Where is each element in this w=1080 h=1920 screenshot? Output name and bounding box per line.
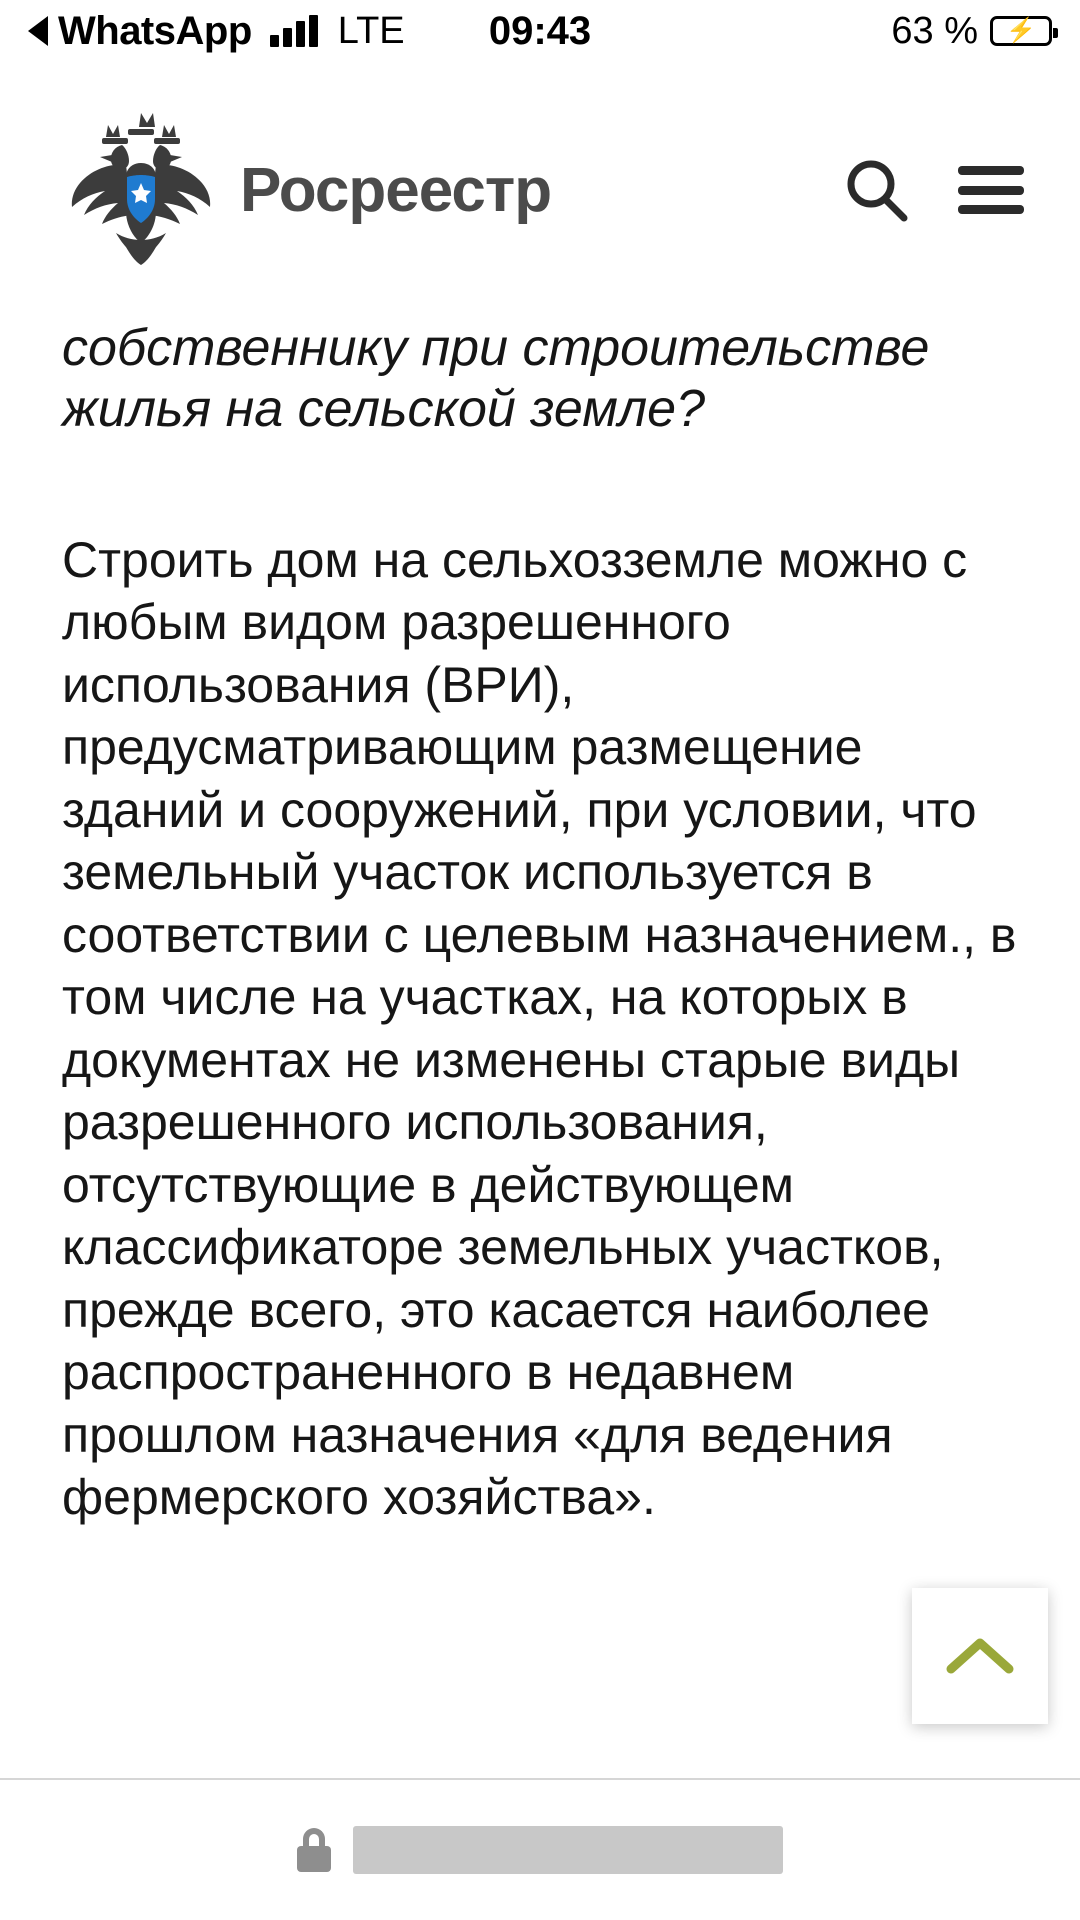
rosreestr-eagle-emblem-icon [56,105,226,275]
carrier-label: LTE [337,9,405,52]
returning-app-label[interactable]: WhatsApp [58,8,252,53]
article-body-paragraph: Строить дом на сельхозземле можно с любым видом разрешенного использования (ВРИ), предусматривающим размещение зданий и сооружений, при условии, что земельный участок используется в соответствии с целевым назначением., в том числе на участках, на которых в документах не изменены старые виды разрешенного использования, отсутствующие в действующем классификаторе земельных участков, прежде всего, это касается наиболее распространенного в недавнем прошлом назначения «для ведения фермерского хозяйства». [62,531,1017,1526]
lock-icon [297,1828,331,1872]
clock-label: 09:43 [488,8,592,53]
brand-title: Росреестр [240,155,552,225]
chevron-up-icon [945,1635,1015,1677]
status-bar [0,0,1080,62]
article-question-tail: собственнику при строительстве жилья на сельской земле? [62,319,930,439]
header-actions [840,153,1024,228]
signal-bars-icon [270,15,318,47]
battery-charging-icon: ⚡ [990,16,1052,46]
back-caret-icon[interactable] [28,16,48,46]
search-icon[interactable] [840,153,912,228]
site-header [0,90,1080,290]
scroll-to-top-button[interactable] [912,1588,1048,1724]
battery-percent-label: 63 % [891,9,978,52]
hamburger-menu-icon[interactable] [958,166,1024,214]
status-bar-right [891,10,1052,53]
browser-address-bar[interactable] [0,1778,1080,1920]
status-bar-left[interactable] [28,9,405,54]
brand-link[interactable] [56,105,551,275]
article-content [0,318,1080,1529]
url-field[interactable] [353,1826,783,1874]
